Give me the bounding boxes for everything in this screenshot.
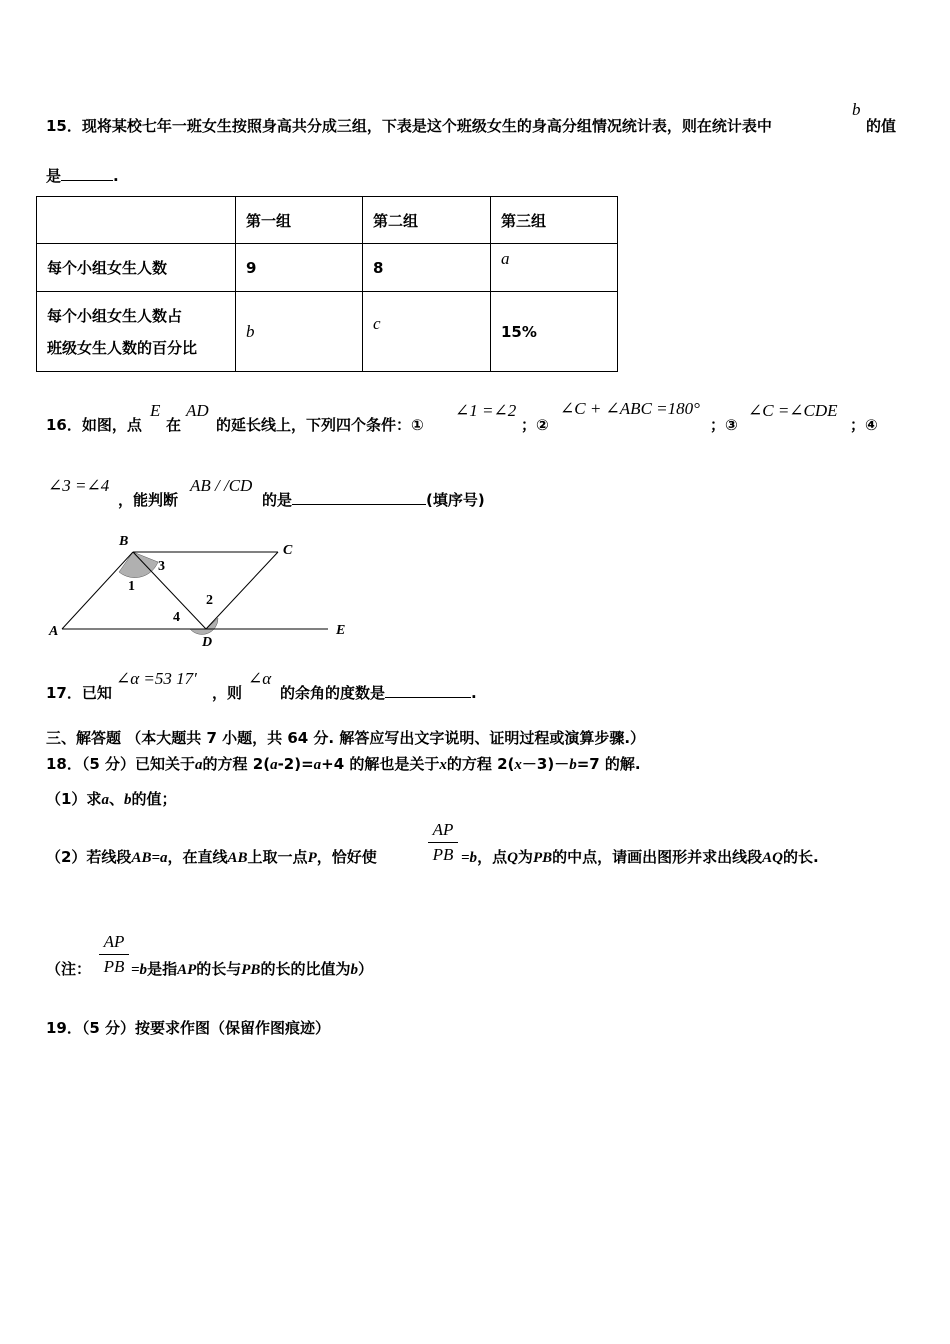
q18-part2-text-a: （2）若线段	[46, 848, 132, 866]
label-d: D	[202, 635, 213, 650]
table-cell	[236, 292, 363, 372]
table-header-cell: 第一组	[236, 197, 363, 244]
fraction-numerator: AP	[432, 820, 454, 839]
label-angle-3: 3	[158, 559, 165, 574]
q15-text-b: 的值	[866, 117, 897, 135]
q18-part1-var-a: a	[101, 792, 109, 808]
q18-part2-text-b: ，在直线	[167, 848, 228, 866]
label-angle-2: 2	[206, 593, 213, 608]
q18-part2-text-h: 的长.	[782, 848, 819, 866]
q18-var-b: b	[569, 757, 577, 773]
q17-text-d: .	[471, 684, 477, 702]
q18-part2-p: P	[307, 850, 317, 866]
fraction-bar	[428, 842, 458, 843]
q18-part2-right	[461, 846, 819, 867]
q18-var-a: a	[313, 757, 322, 773]
table-cell: 9	[236, 244, 363, 292]
q17-line-end	[280, 682, 477, 703]
table-cell: 15%	[491, 292, 618, 372]
q16-point-e: E	[150, 401, 161, 420]
q18-text-f: －3)－	[521, 755, 570, 773]
fraction-denominator: PB	[432, 845, 454, 864]
table-header-cell: 第二组	[363, 197, 491, 244]
table-cell: 每个小组女生人数	[37, 244, 236, 292]
q18-part2-eq-b: =b	[461, 850, 478, 866]
q16-text-d: ，能判断	[118, 491, 179, 509]
q17-angle-given: ∠α =53 17′	[116, 669, 197, 688]
q18-note-eq-b: =b	[131, 962, 148, 978]
q17-text-b: ，则	[212, 684, 243, 702]
label-e: E	[336, 623, 346, 638]
section3-title: 三、解答题 （本大题共 7 小题，共 64 分. 解答应写出文字说明、证明过程或演算步骤.）	[46, 729, 646, 747]
q17-answer-blank[interactable]	[385, 696, 471, 698]
q17-text-a: 17．已知	[46, 684, 112, 702]
q16-text-e: 的是	[262, 491, 293, 509]
q18-text-a: 18．（5 分）已知关于	[46, 755, 196, 773]
q18-note-fraction	[99, 932, 129, 977]
q18-part2-text-c: 上取一点	[247, 848, 308, 866]
q18-part2-text-d: ，恰好使	[316, 848, 377, 866]
q15-text-a: 15．现将某校七年一班女生按照身高共分成三组，下表是这个班级女生的身高分组情况统计表，则在统计表中	[46, 117, 772, 135]
q18-note-right	[131, 958, 373, 979]
q16-answer-blank[interactable]	[292, 503, 426, 505]
segment-ab	[62, 552, 133, 629]
q18-part1-text-c: 的值；	[131, 790, 177, 808]
fraction-numerator: AP	[103, 932, 125, 951]
table-header-cell: 第三组	[491, 197, 618, 244]
q16-text-c: 的延长线上，下列四个条件：①	[216, 416, 424, 434]
q16-line2-end	[262, 489, 485, 510]
q17-text-c: 的余角的度数是	[280, 684, 386, 702]
row2-label-line2: 班级女生人数的百分比	[47, 338, 198, 357]
table-row	[37, 292, 618, 372]
fraction-denominator: PB	[103, 957, 125, 976]
table-row	[37, 244, 618, 292]
q18-part2-left	[46, 846, 377, 867]
segment-cd	[206, 552, 278, 629]
q15-line2	[46, 165, 119, 186]
q18-note-ap: AP	[177, 962, 197, 978]
row2-label-line1: 每个小组女生人数占	[47, 306, 183, 325]
q18-note-b: b	[350, 962, 358, 978]
q18-part2-text-g: 的中点，请画出图形并求出线段	[552, 848, 763, 866]
q16-cond1: ∠1 =∠2	[455, 401, 517, 420]
q18-note-text-b: 是指	[147, 960, 178, 978]
q18-text-c: -2)=	[277, 755, 314, 773]
q18-part1-text-a: （1）求	[46, 790, 102, 808]
q18-part1	[46, 788, 176, 809]
q18-stem	[46, 753, 641, 774]
geometry-diagram	[40, 528, 360, 652]
q18-part2-fraction	[428, 820, 458, 865]
q18-note-text-c: 的长与	[196, 960, 242, 978]
table-cell	[491, 244, 618, 292]
label-a: A	[49, 624, 59, 639]
q18-note-pb: PB	[241, 962, 261, 978]
q15-answer-blank[interactable]	[61, 179, 113, 181]
fraction-bar	[99, 954, 129, 955]
table-cell	[37, 292, 236, 372]
table-header-cell	[37, 197, 236, 244]
q18-var-x: x	[514, 757, 522, 773]
cell-var-a: a	[501, 249, 510, 268]
q18-part2-aq: AQ	[762, 850, 783, 866]
q16-text-a: 16．如图，点	[46, 416, 142, 434]
label-angle-4: 4	[173, 610, 180, 625]
q18-part2-text-f: 为	[517, 848, 533, 866]
label-c: C	[283, 543, 293, 558]
q15-line1	[46, 115, 772, 136]
q18-part2-ab-eq: AB=a	[131, 850, 168, 866]
q17-angle: ∠α	[248, 669, 272, 688]
q18-part2-q: Q	[507, 850, 518, 866]
q15-var-b: b	[852, 100, 861, 119]
angle-arc-b	[119, 552, 158, 578]
q18-part2-text-e: ，点	[477, 848, 508, 866]
segment-bd	[133, 552, 206, 629]
q18-var-a: a	[195, 757, 203, 773]
label-b: B	[119, 534, 129, 549]
q18-note-text-a: （注：	[46, 960, 92, 978]
q16-text-f: (填序号)	[426, 491, 485, 509]
height-group-table	[36, 196, 618, 372]
q18-text-d: +4 的解也是关于	[321, 755, 440, 773]
q18-part1-var-b: b	[123, 792, 132, 808]
q18-part2-pb: PB	[532, 850, 553, 866]
table-header-row	[37, 197, 618, 244]
q18-note-text-d: 的长的比值为	[260, 960, 351, 978]
table-cell	[363, 292, 491, 372]
q16-parallel: AB / /CD	[190, 476, 253, 495]
q18-text-b: 的方程 2(	[202, 755, 271, 773]
table-cell: 8	[363, 244, 491, 292]
q16-text-b: 在	[166, 416, 182, 434]
q18-text-g: =7 的解.	[576, 755, 641, 773]
q16-cond2: ∠C + ∠ABC =180°	[560, 399, 700, 418]
q18-var-x: x	[439, 757, 447, 773]
cell-var-c: c	[373, 314, 381, 333]
q19-text: 19．（5 分）按要求作图（保留作图痕迹）	[46, 1019, 331, 1037]
q16-cond4: ∠3 =∠4	[48, 476, 110, 495]
q18-var-a: a	[270, 757, 278, 773]
q16-sep3: ；④	[850, 416, 878, 434]
q15-text-c: 是	[46, 167, 62, 185]
q18-part2-ab: AB	[227, 850, 248, 866]
label-angle-1: 1	[128, 579, 135, 594]
cell-var-b: b	[246, 321, 255, 341]
q18-text-e: 的方程 2(	[446, 755, 515, 773]
q16-sep2: ；③	[710, 416, 738, 434]
q16-cond3: ∠C =∠CDE	[748, 401, 838, 420]
q16-sep1: ；②	[521, 416, 549, 434]
q15-text-d: .	[113, 167, 119, 185]
q18-note-text-e: ）	[357, 960, 373, 978]
q18-part1-text-b: 、	[108, 790, 124, 808]
q16-line-ad: AD	[186, 401, 209, 420]
